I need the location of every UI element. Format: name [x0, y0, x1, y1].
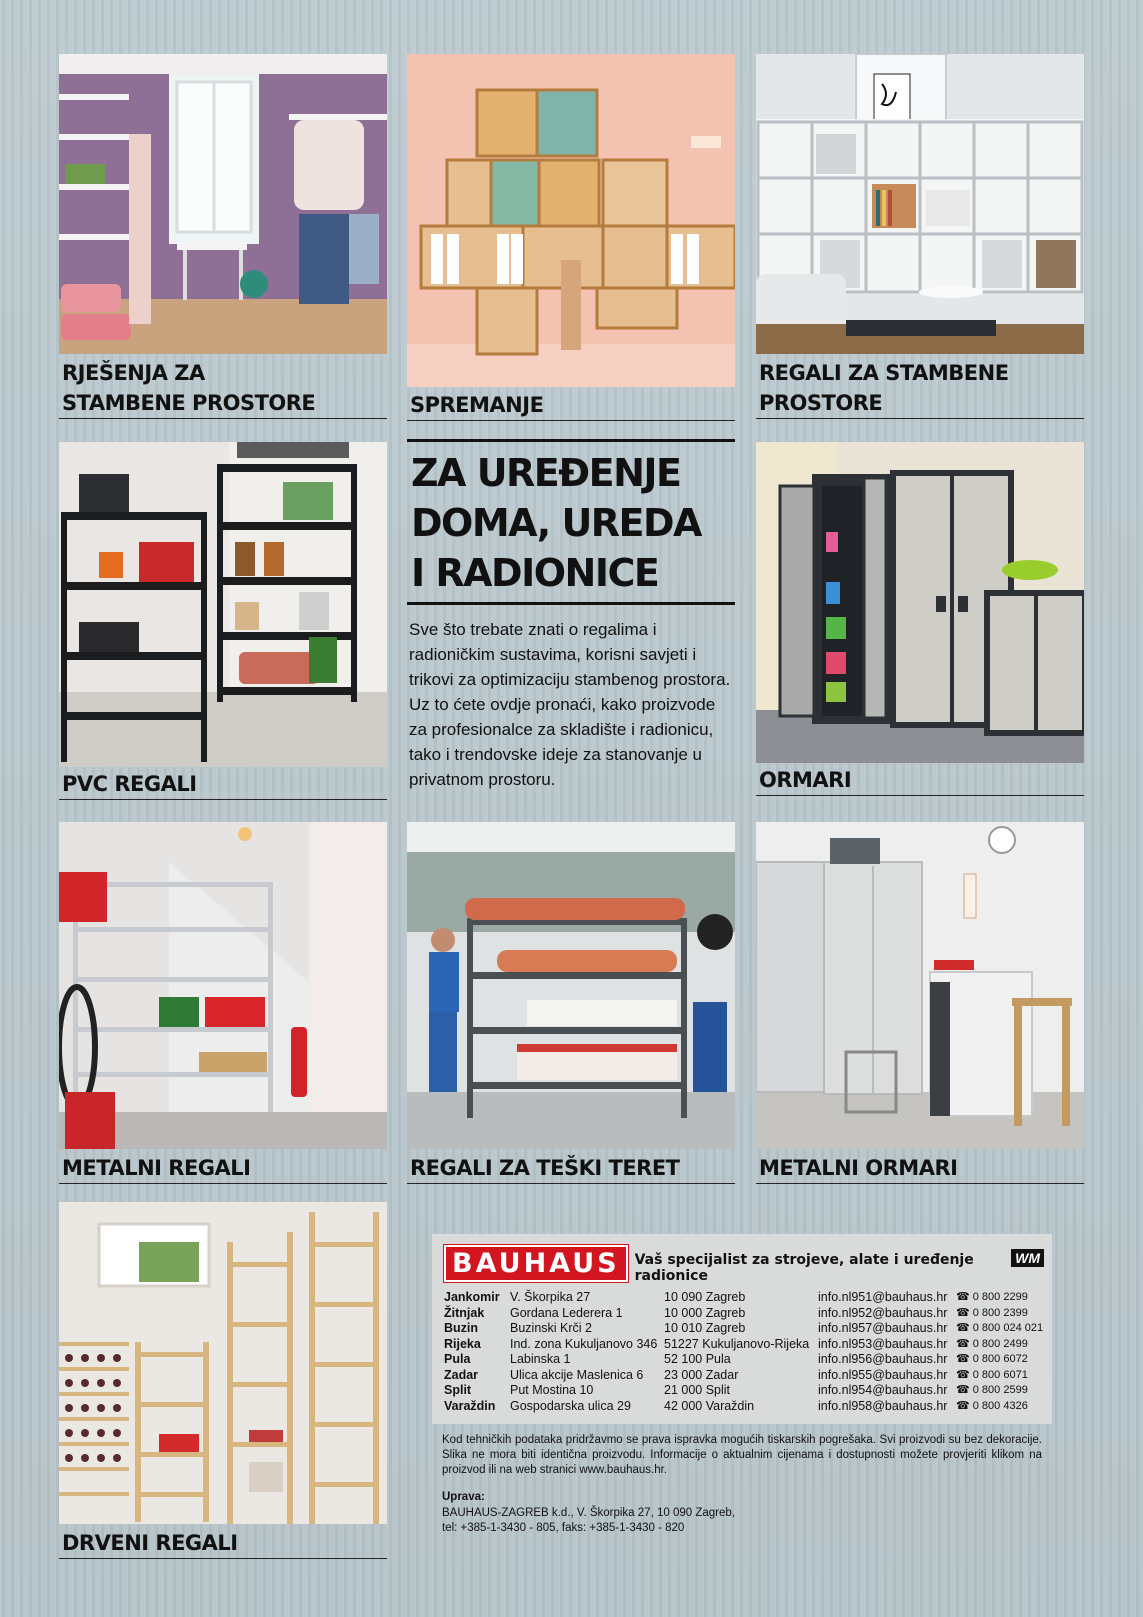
store-row	[444, 1368, 1043, 1384]
photo-metal-cabinets	[756, 822, 1084, 1149]
store-zip: 51227 Kukuljanovo-Rijeka	[664, 1336, 810, 1351]
store-phone[interactable]: ☎ 0 800 2399	[956, 1306, 1028, 1319]
store-email[interactable]: info.nl952@bauhaus.hr	[818, 1305, 948, 1320]
caption-regali-stambene: REGALI ZA STAMBENE PROSTORE	[756, 354, 1084, 419]
store-city: Split	[444, 1383, 472, 1397]
uprava-line-1: BAUHAUS-ZAGREB k.d., V. Škorpika 27, 10 090 Zagreb,	[442, 1506, 735, 1519]
store-email[interactable]: info.nl956@bauhaus.hr	[818, 1352, 948, 1366]
caption-pvc: PVC REGALI	[59, 765, 387, 800]
caption-ormari: ORMARI	[756, 761, 1084, 796]
store-row	[444, 1321, 1043, 1337]
uprava-label: Uprava:	[442, 1491, 485, 1503]
store-city: Rijeka	[444, 1336, 481, 1351]
tile-spremanje[interactable]	[407, 54, 735, 421]
caption-teski-teret: REGALI ZA TEŠKI TERET	[407, 1149, 735, 1184]
caption-spremanje: SPREMANJE	[407, 386, 735, 421]
store-city: Pula	[444, 1352, 471, 1366]
store-row	[444, 1399, 1043, 1415]
photo-metal-shelves	[59, 822, 387, 1149]
store-email[interactable]: info.nl958@bauhaus.hr	[818, 1398, 948, 1413]
headline-line-3: I RADIONICE	[411, 551, 659, 595]
store-phone[interactable]: ☎ 0 800 6071	[956, 1368, 1028, 1381]
photo-wooden-crates	[407, 54, 735, 387]
tile-metalni-regali[interactable]	[59, 822, 387, 1184]
store-zip: 21 000 Split	[664, 1383, 731, 1397]
store-city: Jankomir	[444, 1290, 500, 1304]
intro-body: Sve što trebate znati o regalima i radioničkim sustavima, korisni savjeti i trikovi za optimizaciju stambenog prostora. Uz to ćete ovdje pronaći, kako proizvode za profesionalce za skladište i radionicu, tako i trendovske ideje za stanovanje u privatnom prostoru.	[409, 620, 731, 789]
store-address: Gospodarska ulica 29	[510, 1398, 631, 1413]
caption-drveni: DRVENI REGALI	[59, 1524, 387, 1559]
tile-rjesenja[interactable]	[59, 54, 387, 419]
tile-drveni[interactable]	[59, 1202, 387, 1559]
store-email[interactable]: info.nl955@bauhaus.hr	[818, 1367, 948, 1382]
tile-pvc[interactable]	[59, 442, 387, 800]
store-zip: 10 000 Zagreb	[664, 1305, 746, 1320]
tile-ormari[interactable]	[756, 442, 1084, 796]
tile-regali-stambene[interactable]	[756, 54, 1084, 419]
uprava-line-2: tel: +385-1-3430 - 805, faks: +385-1-3430 - 820	[442, 1522, 685, 1534]
bauhaus-logo: BAUHAUS	[444, 1245, 628, 1282]
store-address: Gordana Lederera 1	[510, 1305, 623, 1320]
store-row	[444, 1352, 1043, 1368]
intro-top-rule	[407, 439, 735, 442]
uprava-block	[432, 1490, 1052, 1537]
store-email[interactable]: info.nl953@bauhaus.hr	[818, 1336, 948, 1351]
photo-living-room-shelves	[756, 54, 1084, 354]
caption-metalni-regali: METALNI REGALI	[59, 1149, 387, 1184]
store-row	[444, 1306, 1043, 1322]
tile-metalni-ormari[interactable]	[756, 822, 1084, 1184]
photo-pvc-shelves	[59, 442, 387, 767]
store-zip: 23 000 Zadar	[664, 1367, 739, 1382]
store-row	[444, 1290, 1043, 1306]
caption-rjesenja: RJEŠENJA ZA STAMBENE PROSTORE	[59, 354, 387, 419]
intro-headline	[411, 448, 735, 598]
photo-walk-in-closet	[59, 54, 387, 354]
store-city: Varaždin	[444, 1398, 496, 1413]
store-email[interactable]: info.nl954@bauhaus.hr	[818, 1383, 948, 1397]
wm-badge: WM	[1011, 1249, 1044, 1267]
store-city: Buzin	[444, 1321, 479, 1335]
brand-tagline: Vaš specijalist za strojeve, alate i uređenje radionice	[634, 1252, 974, 1284]
tile-teski-teret[interactable]	[407, 822, 735, 1184]
store-email[interactable]: info.nl951@bauhaus.hr	[818, 1290, 948, 1304]
store-row	[444, 1383, 1043, 1399]
store-zip: 10 090 Zagreb	[664, 1290, 746, 1304]
headline-line-1: ZA UREĐENJE	[411, 451, 681, 495]
store-city: Zadar	[444, 1367, 479, 1382]
caption-metalni-ormari: METALNI ORMARI	[756, 1149, 1084, 1184]
store-table	[444, 1290, 1043, 1414]
headline-line-2: DOMA, UREDA	[411, 501, 701, 545]
store-city: Žitnjak	[444, 1305, 485, 1320]
photo-heavy-duty-shelves	[407, 822, 735, 1149]
store-zip: 10 010 Zagreb	[664, 1321, 746, 1335]
brand-box	[432, 1234, 1052, 1424]
brand-row	[444, 1242, 1044, 1284]
store-address: Ind. zona Kukuljanovo 346	[510, 1336, 658, 1351]
store-address: Buzinski Krči 2	[510, 1321, 592, 1335]
store-phone[interactable]: ☎ 0 800 4326	[956, 1399, 1028, 1412]
photo-plastic-cabinets	[756, 442, 1084, 763]
store-address: Ulica akcije Maslenica 6	[510, 1367, 644, 1382]
store-zip: 52 100 Pula	[664, 1352, 731, 1366]
store-address: V. Škorpika 27	[510, 1290, 591, 1304]
store-info	[432, 1234, 1052, 1537]
disclaimer: Kod tehničkih podataka pridržavmo se prava ispravka mogućih tiskarskih pogrešaka. Svi proizvodi su bez dekoracije. Slika ne mora biti identična proizvodu. Informacije o aktualnim cijenama i dostupnosti možete provjeriti klikom na proizvod ili na web stranici www.bauhaus.hr.	[442, 1434, 1042, 1476]
store-phone[interactable]: ☎ 0 800 2499	[956, 1337, 1028, 1350]
store-zip: 42 000 Varaždin	[664, 1398, 755, 1413]
photo-wooden-shelves	[59, 1202, 387, 1524]
store-phone[interactable]: ☎ 0 800 6072	[956, 1353, 1028, 1365]
store-email[interactable]: info.nl957@bauhaus.hr	[818, 1321, 948, 1335]
store-phone[interactable]: ☎ 0 800 2599	[956, 1384, 1028, 1396]
intro-block	[407, 439, 735, 792]
intro-bottom-rule	[407, 602, 735, 605]
store-phone[interactable]: ☎ 0 800 2299	[956, 1291, 1028, 1303]
store-address: Put Mostina 10	[510, 1383, 594, 1397]
store-phone[interactable]: ☎ 0 800 024 021	[956, 1322, 1044, 1334]
store-address: Labinska 1	[510, 1352, 571, 1366]
store-row	[444, 1337, 1043, 1353]
